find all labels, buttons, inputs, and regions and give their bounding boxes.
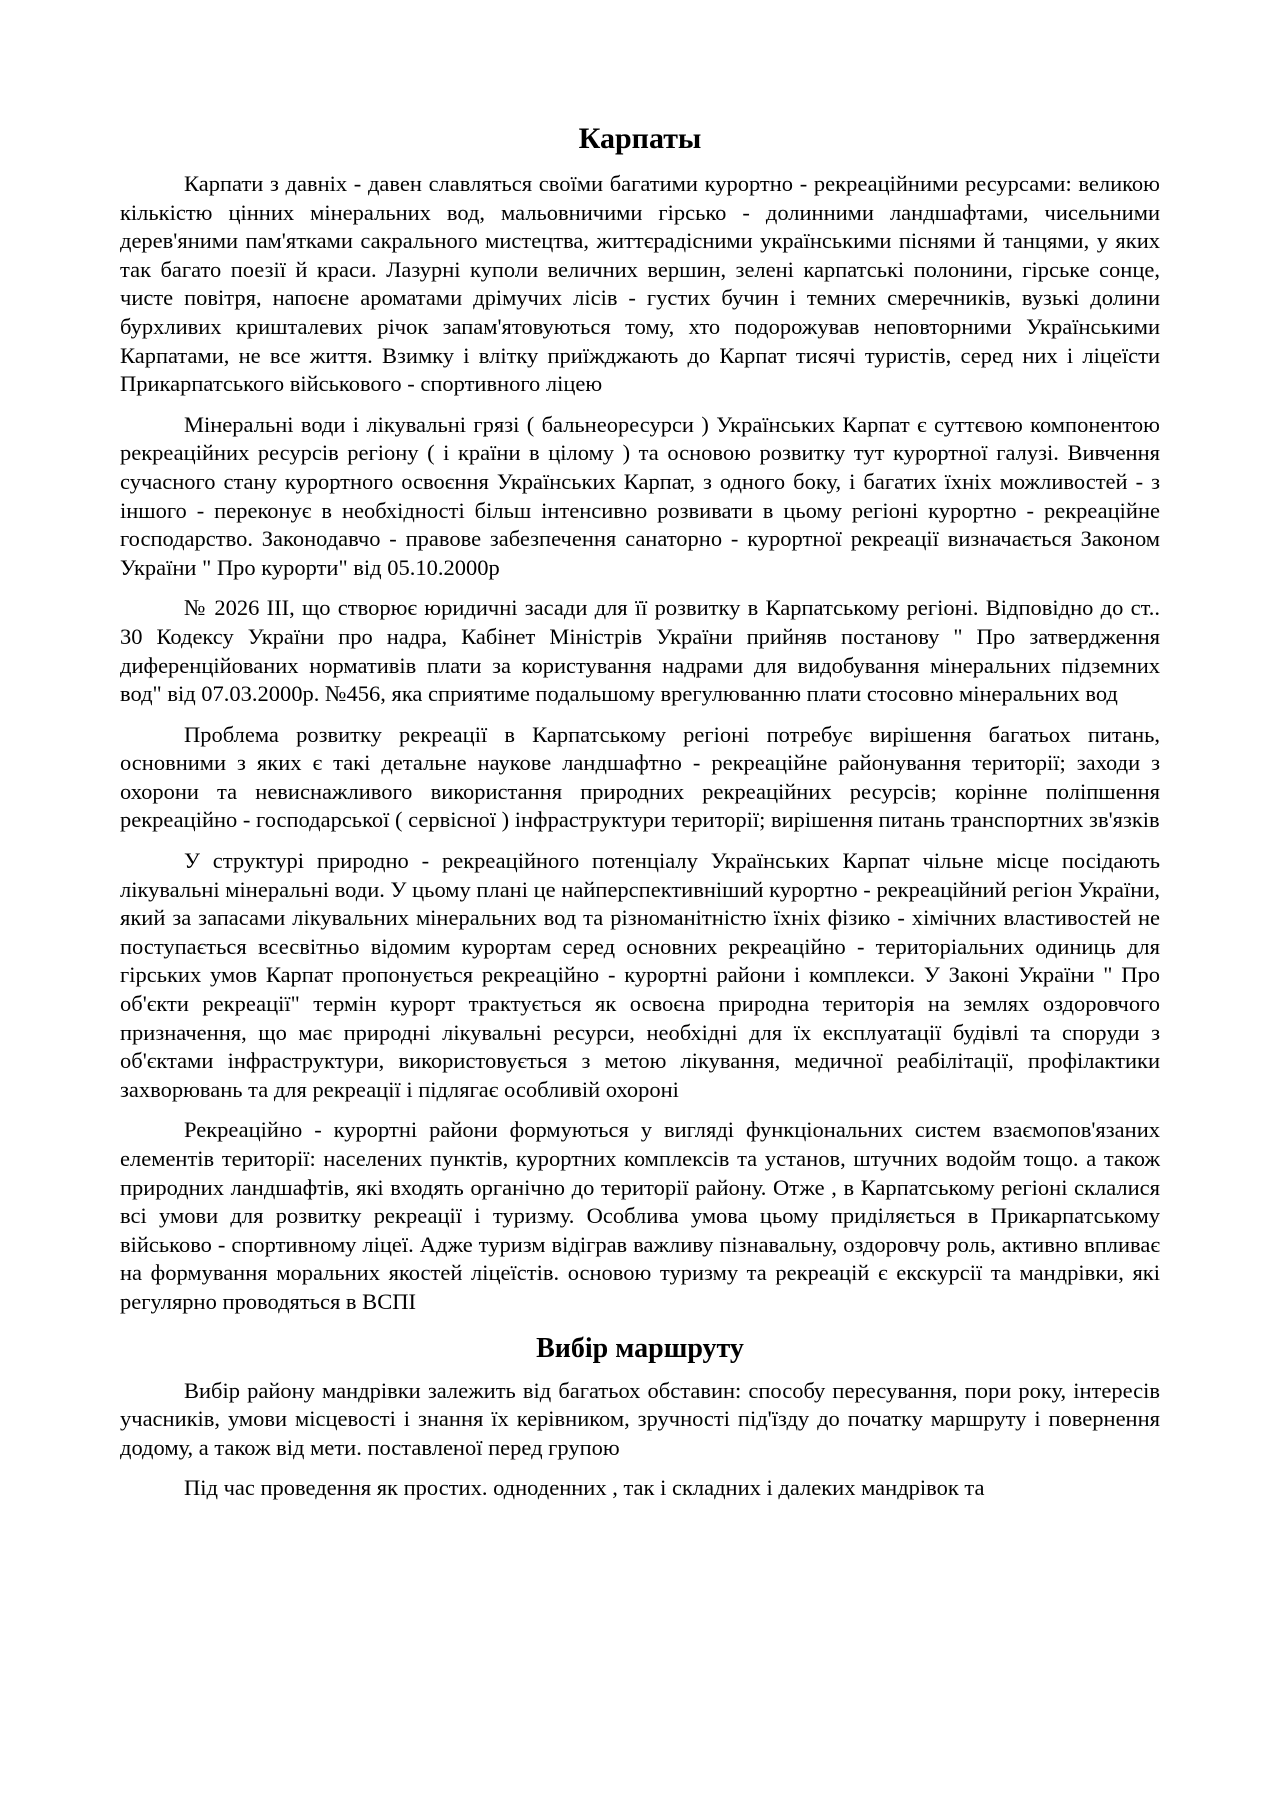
paragraph-trip-conduct: Під час проведення як простих. одноденних , так і складних і далеких мандрівок та bbox=[184, 1475, 985, 1501]
paragraph-resort-districts: Рекреаційно - курортні райони формуються у вигляді функціональних систем взаємопов'язаних елементів території: населених пунктів, курортних комплексів та установ, штучних водойм тощо. а також природних ландшафтів, які входять органічно до території району. Отже , в Карпатському регіоні склалися всі умови для розвитку рекреації і туризму. Особлива умова цьому приділяється в Прикарпатському військово - спортивному ліцеї. Адже туризм відіграв важливу пізнавальну, оздоровчу роль, активно впливає на формування моральних якостей ліцеїстів. основою туризму та рекреацій є екскурсії та мандрівки, які регулярно проводяться в ВСПІ bbox=[120, 1117, 1160, 1314]
paragraph-law-reference: № 2026 ІІІ, що створює юридичні засади для її розвитку в Карпатському регіоні. Відповідно до ст.. 30 Кодексу України про надра, Кабінет Міністрів України прийняв постанову " Про затвердження диференційованих нормативів плати за користування надрами для видобування мінеральних підземних вод" від 07.03.2000р. №456, яка сприятиме подальшому врегулюванню плати стосовно мінеральних вод bbox=[120, 595, 1160, 707]
paragraph-natural-potential: У структурі природно - рекреаційного потенціалу Українських Карпат чільне місце посідають лікувальні мінеральні води. У цьому плані це найперспективніший курортно - рекреаційний регіон України, який за запасами лікувальних мінеральних вод та різноманітністю їхніх фізико - хімічних властивостей не поступається всесвітньо відомим курортам серед основних рекреаційно - територіальних одиниць для гірських умов Карпат пропонується рекреаційно - курортні райони і комплекси. У Законі України " Про об'єкти рекреації" термін курорт трактується як освоєна природна територія на землях оздоровчого призначення, що має природні лікувальні ресурси, необхідні для їх експлуатації будівлі та споруди з об'єктами інфраструктури, використовується з метою лікування, медичної реабілітації, профілактики захворювань та для рекреації і підлягає особливій охороні bbox=[120, 848, 1160, 1102]
document-title: Карпаты bbox=[578, 122, 702, 155]
paragraph-recreation-problems: Проблема розвитку рекреації в Карпатському регіоні потребує вирішення багатьох питань, основними з яких є такі детальне наукове ландшафтно - рекреаційне районування території; заходи з охорони та невиснажливого використання природних рекреаційних ресурсів; корінне поліпшення рекреаційно - господарської ( сервісної ) інфраструктури території; вирішення питань транспортних зв'язків bbox=[120, 721, 1160, 833]
paragraph-mineral-waters: Мінеральні води і лікувальні грязі ( бальнеоресурси ) Українських Карпат є суттєвою компонентою рекреаційних ресурсів регіону ( і країни в цілому ) та основою розвитку тут курортної галузі. Вивчення сучасного стану курортного освоєння Українських Карпат, з одного боку, і багатих їхніх можливостей - з іншого - переконує в необхідності більш інтенсивно розвивати в цьому регіоні курортно - рекреаційне господарство. Законодавчо - правове забезпечення санаторно - курортної рекреації визначається Законом України " Про курорти" від 05.10.2000р bbox=[120, 411, 1160, 580]
document-body bbox=[120, 118, 1160, 1515]
paragraph-route-choice: Вибір району мандрівки залежить від багатьох обставин: способу пересування, пори року, інтересів учасників, умови місцевості і знання їх керівником, зручності під'їзду до початку маршруту і повернення додому, а також від мети. поставленої перед групою bbox=[120, 1377, 1160, 1460]
section-heading-route-choice: Вибір маршруту bbox=[536, 1332, 744, 1364]
paragraph-carpathians-intro: Карпати з давніх - давен славляться своїми багатими курортно - рекреаційними ресурсами: великою кількістю цінних мінеральних вод, мальовничими гірсько - долинними ландшафтами, чисельними дерев'яними пам'ятками сакрального мистецтва, життєрадісними українськими піснями й танцями, у яких так багато поезії й краси. Лазурні куполи величних вершин, зелені карпатські полонини, гірське сонце, чисте повітря, напоєне ароматами дрімучих лісів - густих бучин і темних смеречників, вузькі долини бурхливих кришталевих річок запам'ятовуються тому, хто подорожував неповторними Українськими Карпатами, не все життя. Взимку і влітку приїжджають до Карпат тисячі туристів, серед них і ліцеїсти Прикарпатського військового - спортивного ліцею bbox=[120, 171, 1160, 397]
